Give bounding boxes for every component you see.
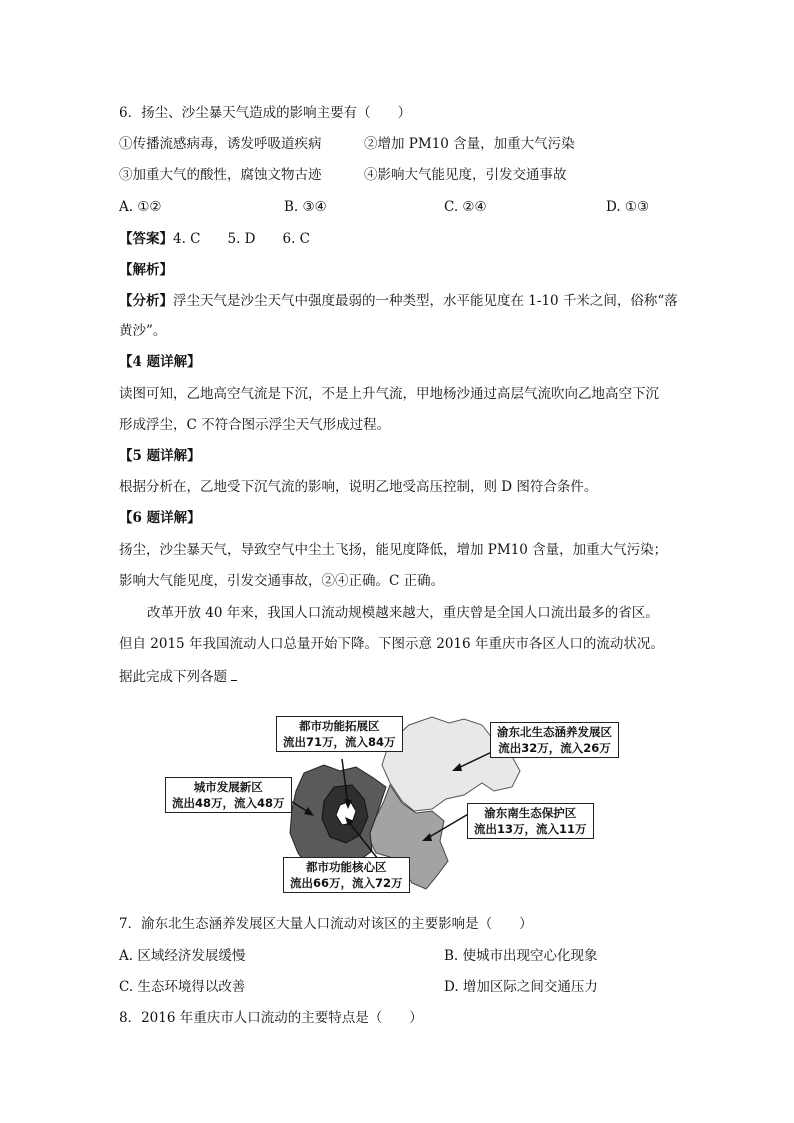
q7-stem: 7．渝东北生态涵养发展区大量人口流动对该区的主要影响是（ ）: [119, 916, 533, 932]
q6-item-3: ③加重大气的酸性，腐蚀文物古迹: [119, 167, 322, 183]
label-core-stats: 流出66万，流入72万: [290, 876, 403, 890]
intro-line-2: 但自 2015 年我国流动人口总量开始下降。下图示意 2016 年重庆市各区人口的流动状况。: [119, 636, 664, 652]
q6-detail-line-2: 影响大气能见度，引发交通事故，②④正确。C 正确。: [119, 573, 445, 589]
label-southeast-stats: 流出13万，流入11万: [474, 822, 587, 836]
label-core: [283, 857, 410, 893]
q6-detail-heading: 【6 题详解】: [119, 510, 201, 526]
answer-line: [119, 229, 310, 249]
q7-option-c: C. 生态环境得以改善: [119, 979, 246, 995]
q6-option-b: B. ③④: [284, 199, 327, 215]
q6-option-c: C. ②④: [444, 199, 487, 215]
answer-value: 4. C 5. D 6. C: [173, 231, 310, 247]
q5-detail-line-1: 根据分析在，乙地受下沉气流的影响，说明乙地受高压控制，则 D 图符合条件。: [119, 479, 598, 495]
label-northeast-stats: 流出32万，流入26万: [498, 741, 611, 755]
q4-detail-line-2: 形成浮尘，C 不符合图示浮尘天气形成过程。: [119, 417, 391, 433]
q4-detail-line-1: 读图可知，乙地高空气流是下沉，不是上升气流，甲地杨沙通过高层气流吹向乙地高空下沉: [119, 386, 659, 402]
q5-detail-heading: 【5 题详解】: [119, 448, 201, 464]
q6-option-d: D. ①③: [606, 199, 650, 215]
q8-stem: 8．2016 年重庆市人口流动的主要特点是（ ）: [119, 1010, 423, 1026]
q7-option-d: D. 增加区际之间交通压力: [444, 979, 598, 995]
label-new-district-stats: 流出48万，流入48万: [172, 796, 285, 810]
label-northeast: [490, 722, 619, 758]
q7-option-a: A. 区域经济发展缓慢: [119, 948, 246, 964]
label-expansion-stats: 流出71万，流入84万: [283, 735, 396, 749]
label-expansion: [276, 716, 403, 752]
q6-detail-line-1: 扬尘，沙尘暴天气，导致空气中尘土飞扬，能见度降低，增加 PM10 含量，加重大气污染；: [119, 542, 668, 558]
answer-label: 【答案】: [119, 231, 173, 247]
q6-item-2: ②增加 PM10 含量，加重大气污染: [364, 136, 575, 152]
q6-item-1: ①传播流感病毒，诱发呼吸道疾病: [119, 136, 322, 152]
fenxi-label: 【分析】: [119, 293, 173, 309]
q7-option-b: B. 使城市出现空心化现象: [444, 948, 598, 964]
fenxi-text-1: 浮尘天气是沙尘天气中强度最弱的一种类型，水平能见度在 1-10 千米之间，俗称“落: [173, 293, 678, 309]
q4-detail-heading: 【4 题详解】: [119, 354, 201, 370]
analysis-heading: 【解析】: [119, 262, 173, 278]
label-expansion-name: 都市功能拓展区: [299, 719, 380, 733]
q6-item-4: ④影响大气能见度，引发交通事故: [364, 167, 567, 183]
intro-line-1: 改革开放 40 年来，我国人口流动规模越来越大，重庆曾是全国人口流出最多的省区。: [147, 605, 659, 621]
intro-line-3: [119, 667, 237, 687]
label-northeast-name: 渝东北生态涵养发展区: [497, 725, 612, 739]
fenxi-line-1: [119, 291, 678, 311]
q6-stem: 6．扬尘、沙尘暴天气造成的影响主要有（ ）: [119, 105, 412, 121]
label-new-district-name: 城市发展新区: [193, 780, 263, 794]
label-new-district: [165, 777, 292, 813]
label-southeast-name: 渝东南生态保护区: [484, 806, 577, 820]
fenxi-line-2: 黄沙”。: [119, 323, 167, 339]
label-southeast: [467, 803, 594, 839]
intro-line-3-text: 据此完成下列各题: [119, 669, 227, 685]
q6-option-a: A. ①②: [119, 199, 162, 215]
chongqing-population-map: [164, 713, 634, 899]
underline-mark: [231, 668, 237, 681]
label-core-name: 都市功能核心区: [306, 860, 387, 874]
